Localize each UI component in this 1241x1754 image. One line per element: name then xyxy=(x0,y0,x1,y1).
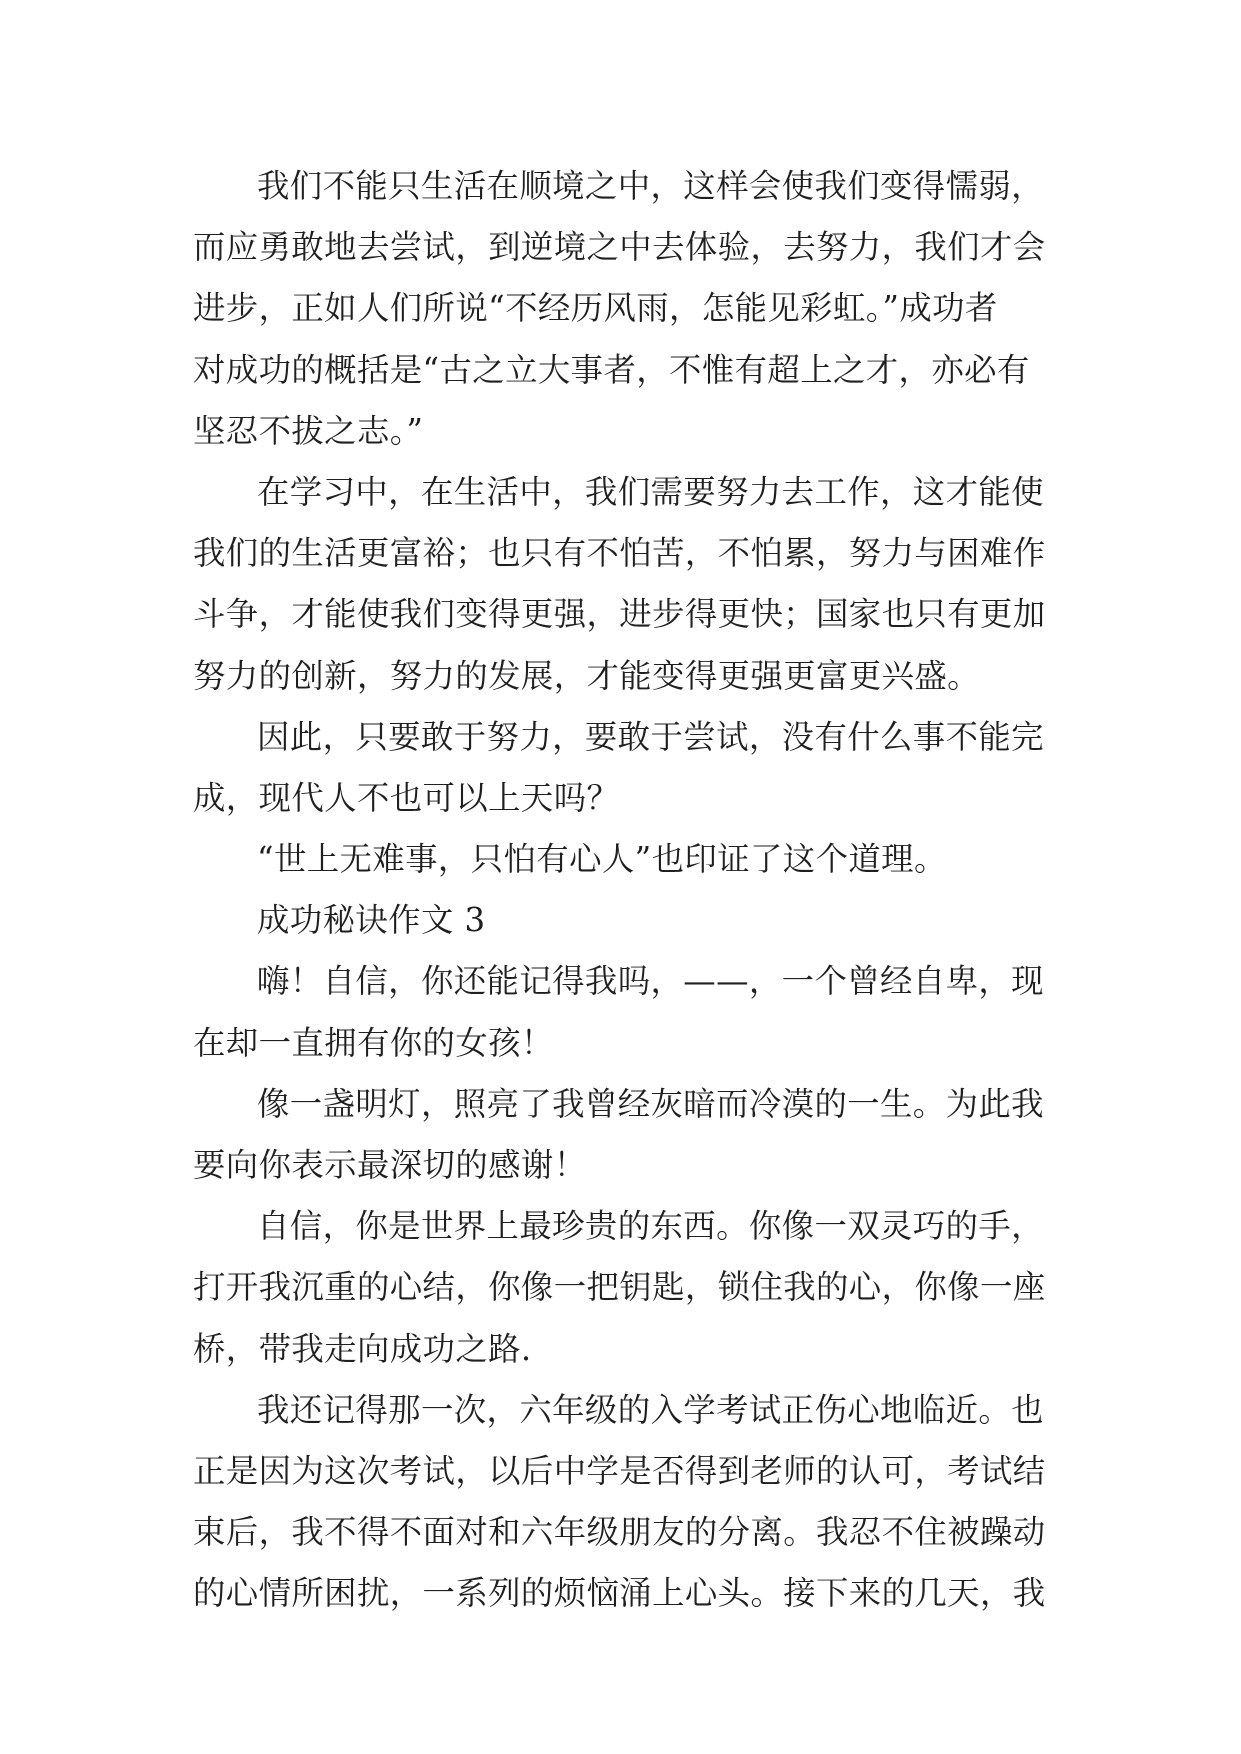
text-line: 成，现代人不也可以上天吗？ xyxy=(193,778,620,817)
text-line: 而应勇敢地去尝试，到逆境之中去体验，去努力，我们才会 xyxy=(193,228,1046,267)
section-heading: 成功秘诀作文 3 xyxy=(257,901,486,940)
text-line: 要向你表示最深切的感谢！ xyxy=(193,1146,587,1184)
text-line: “世上无难事，只怕有心人”也印证了这个道理。 xyxy=(257,840,947,879)
text-line: 对成功的概括是“古之立大事者，不惟有超上之才，亦必有 xyxy=(193,350,1030,389)
text-line: 坚忍不拔之志。” xyxy=(193,411,424,450)
text-line: 斗争，才能使我们变得更强，进步得更快；国家也只有更加 xyxy=(193,595,1046,634)
text-line: 嗨！自信，你还能记得我吗，——，一个曾经自卑，现 xyxy=(257,962,1044,1001)
text-line: 我们不能只生活在顺境之中，这样会使我们变得懦弱， xyxy=(257,167,1044,205)
text-line: 桥，带我走向成功之路. xyxy=(193,1329,532,1368)
text-line: 我还记得那一次，六年级的入学考试正伤心地临近。也 xyxy=(257,1390,1044,1429)
text-line: 正是因为这次考试，以后中学是否得到老师的认可，考试结 xyxy=(193,1451,1046,1490)
text-line: 我们的生活更富裕；也只有不怕苦，不怕累，努力与困难作 xyxy=(193,534,1046,573)
text-line: 进步，正如人们所说“不经历风雨，怎能见彩虹。”成功者 xyxy=(193,289,998,328)
text-line: 在学习中，在生活中，我们需要努力去工作，这才能使 xyxy=(257,472,1044,511)
text-line: 自信，你是世界上最珍贵的东西。你像一双灵巧的手， xyxy=(257,1207,1044,1246)
text-line: 努力的创新，努力的发展，才能变得更强更富更兴盛。 xyxy=(193,656,980,695)
text-line: 像一盏明灯，照亮了我曾经灰暗而冷漠的一生。为此我 xyxy=(257,1084,1044,1123)
text-line: 束后，我不得不面对和六年级朋友的分离。我忍不住被躁动 xyxy=(193,1513,1046,1552)
text-line: 的心情所困扰，一系列的烦恼涌上心头。接下来的几天，我 xyxy=(193,1574,1046,1613)
body-text xyxy=(193,156,1073,1625)
text-line: 在却一直拥有你的女孩！ xyxy=(193,1023,554,1062)
text-line: 因此，只要敢于努力，要敢于尝试，没有什么事不能完 xyxy=(257,717,1044,756)
text-line: 打开我沉重的心结，你像一把钥匙，锁住我的心，你像一座 xyxy=(193,1268,1046,1307)
